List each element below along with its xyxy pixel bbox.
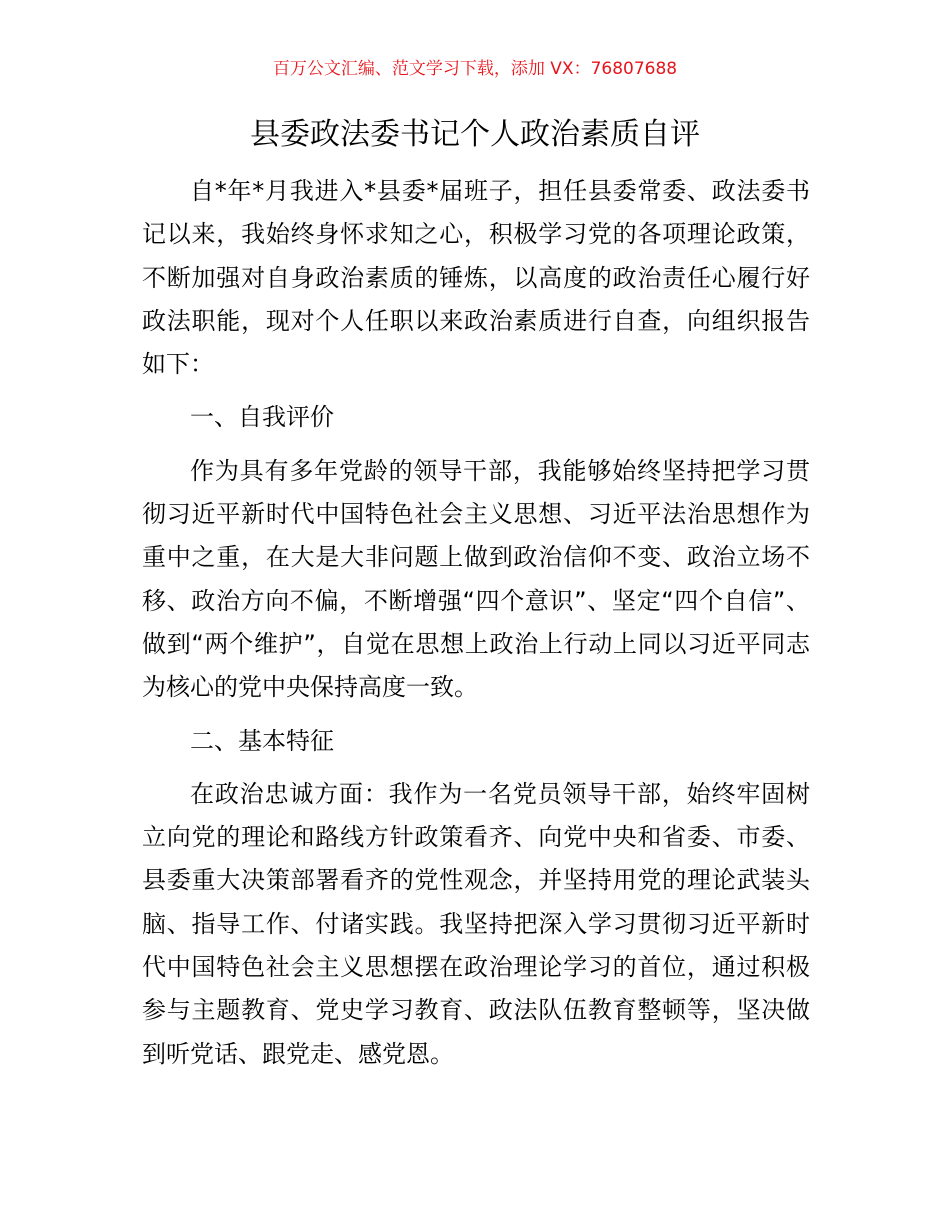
paragraph-gap [142,763,810,773]
section-heading-self-evaluation: 一、自我评价 [190,403,334,432]
paragraph-gap [142,440,810,450]
section-heading-basic-features: 二、基本特征 [190,726,334,755]
paragraph-gap [142,710,810,720]
header-watermark: 百万公文汇编、范文学习下载，添加 VX：76807688 [272,59,678,79]
intro-paragraph: 自*年*月我进入*县委*届班子，担任县委常委、政法委书记以来，我始终身怀求知之心，积极学习党的各项理论政策，不断加强对自身政治素质的锤炼，以高度的政治责任心履行好政法职能，现对个人任职以来政治素质进行自查，向组织报告如下： [142,177,810,379]
basic-features-paragraph: 在政治忠诚方面：我作为一名党员领导干部，始终牢固树立向党的理论和路线方针政策看齐、向党中央和省委、市委、县委重大决策部署看齐的党性观念，并坚持用党的理论武装头脑、指导工作、付诸实践。我坚持把深入学习贯彻习近平新时代中国特色社会主义思想摆在政治理论学习的首位，通过积极参与主题教育、党史学习教育、政法队伍教育整顿等，坚决做到听党话、跟党走、感党恩。 [142,779,810,1068]
page-title: 县委政法委书记个人政治素质自评 [250,117,700,152]
document-body [142,170,810,1076]
paragraph-gap [142,386,810,396]
self-evaluation-paragraph: 作为具有多年党龄的领导干部，我能够始终坚持把学习贯彻习近平新时代中国特色社会主义思想、习近平法治思想作为重中之重，在大是大非问题上做到政治信仰不变、政治立场不移、政治方向不偏，不断增强“四个意识”、坚定“四个自信”、做到“两个维护”，自觉在思想上政治上行动上同以习近平同志为核心的党中央保持高度一致。 [142,456,810,702]
